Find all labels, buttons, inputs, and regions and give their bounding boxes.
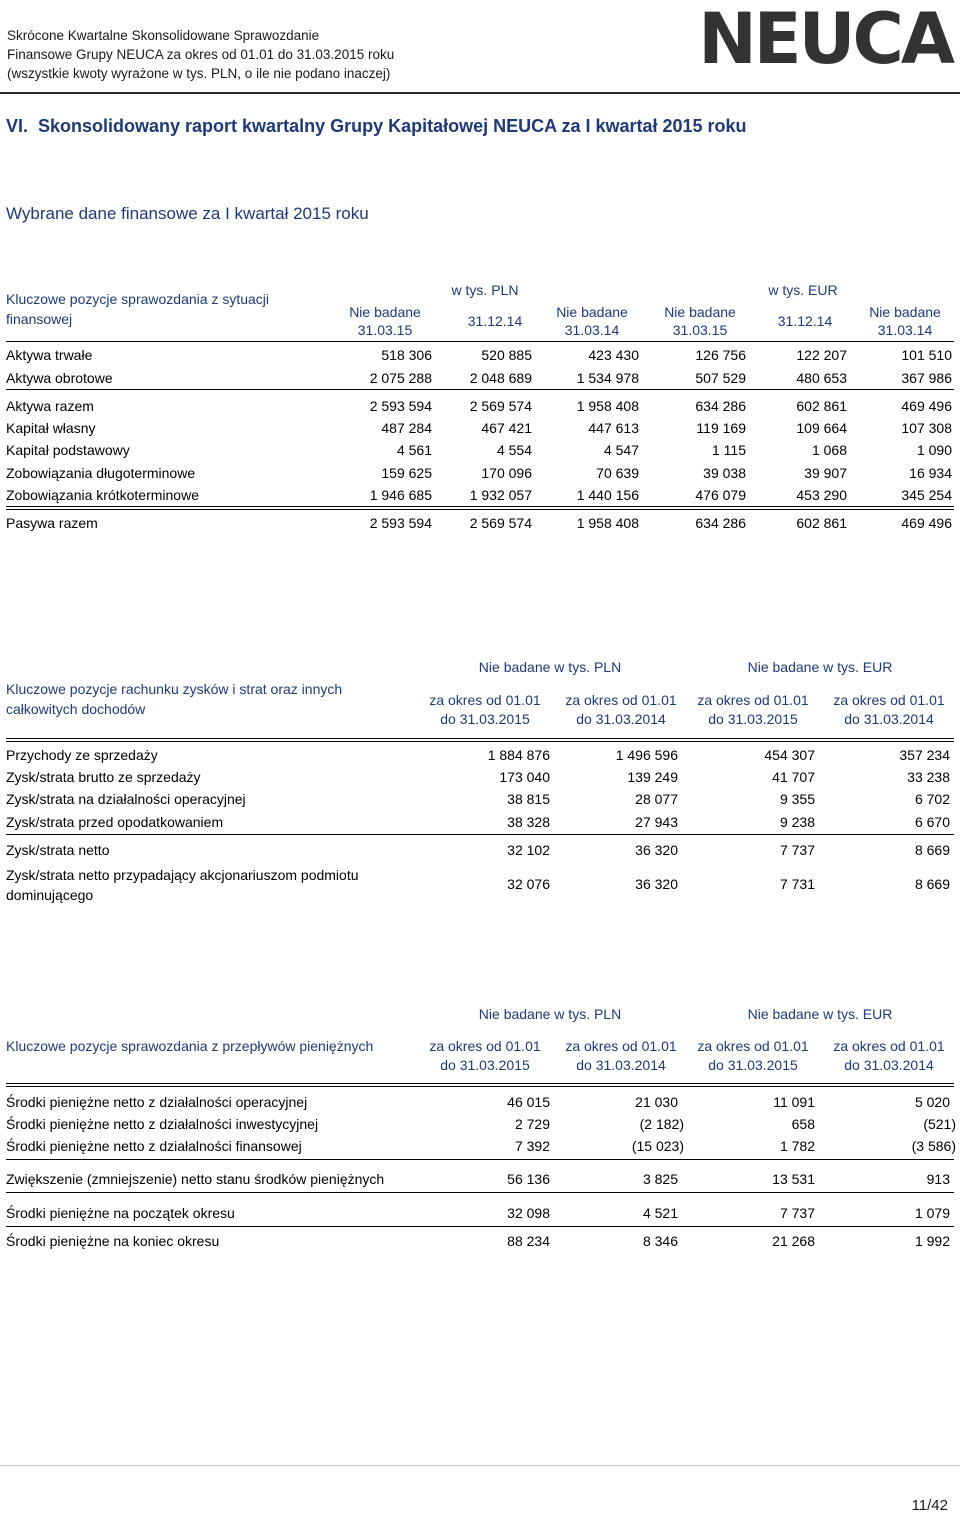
- cashflow-cell: 11 091: [773, 1094, 815, 1110]
- balance-cell: 4 547: [603, 442, 639, 458]
- balance-cell: 1 958 408: [576, 398, 639, 414]
- header-divider: [0, 92, 960, 94]
- cashflow-cell: 8 346: [642, 1233, 678, 1249]
- cashflow-row-label: Środki pieniężne netto z działalności finansowej: [6, 1138, 302, 1154]
- cashflow-col-3-top: za okres od 01.01: [697, 1038, 809, 1054]
- cashflow-cell: 658: [791, 1116, 815, 1132]
- income-col-1-top: za okres od 01.01: [429, 692, 541, 708]
- income-cell: 8 669: [914, 842, 950, 858]
- balance-cell: 453 290: [796, 487, 847, 503]
- cashflow-cell: 1 992: [914, 1233, 950, 1249]
- balance-cell: 367 986: [901, 370, 952, 386]
- balance-group-pln: w tys. PLN: [451, 282, 519, 298]
- balance-cell: 480 653: [796, 370, 847, 386]
- income-row-label: Zysk/strata netto: [6, 842, 110, 858]
- cashflow-cell: 913: [926, 1171, 950, 1187]
- subtitle: Wybrane dane finansowe za I kwartał 2015 roku: [6, 204, 369, 223]
- balance-cell: 122 207: [796, 347, 847, 363]
- income-table-label: Kluczowe pozycje rachunku zysków i strat oraz innych całkowitych dochodów: [6, 681, 343, 717]
- cashflow-cell: 3 825: [642, 1171, 678, 1187]
- balance-subtotal-rule: [6, 389, 954, 390]
- balance-col-6-top: Nie badane: [869, 304, 941, 320]
- cashflow-cell: 46 015: [507, 1094, 550, 1110]
- cashflow-cell: (3 586): [911, 1138, 956, 1154]
- cashflow-cell: 5 020: [914, 1094, 950, 1110]
- income-row-label: Zysk/strata przed opodatkowaniem: [6, 814, 224, 830]
- balance-col-6-bottom: 31.03.14: [877, 322, 933, 338]
- page-number: 11/42: [911, 1497, 948, 1514]
- income-cell: 32 102: [507, 842, 550, 858]
- income-cell: 38 815: [507, 791, 550, 807]
- balance-cell: 634 286: [695, 515, 746, 531]
- balance-group-eur: w tys. EUR: [768, 282, 838, 298]
- income-cell: 454 307: [764, 747, 815, 763]
- balance-cell: 1 440 156: [576, 487, 639, 503]
- income-col-3-top: za okres od 01.01: [697, 692, 809, 708]
- income-cell: 36 320: [635, 842, 678, 858]
- income-header-rule-1: [6, 738, 954, 739]
- cashflow-row-label: Środki pieniężne na koniec okresu: [6, 1233, 220, 1249]
- cashflow-row-label: Zwiększenie (zmniejszenie) netto stanu środków pieniężnych: [6, 1171, 385, 1187]
- balance-cell: 109 664: [796, 420, 847, 436]
- balance-row-label: Zobowiązania długoterminowe: [6, 465, 196, 481]
- income-group-pln: Nie badane w tys. PLN: [478, 659, 622, 675]
- cashflow-header-rule-2: [6, 1086, 954, 1087]
- income-cell: 28 077: [635, 791, 678, 807]
- balance-total-rule-2: [6, 509, 954, 510]
- income-row-label: Zysk/strata na działalności operacyjnej: [6, 791, 246, 807]
- balance-cell: 520 885: [481, 347, 532, 363]
- balance-cell: 107 308: [901, 420, 952, 436]
- cashflow-cell: 4 521: [642, 1205, 678, 1221]
- report-header-line-1: Skrócone Kwartalne Skonsolidowane Sprawozdanie: [7, 28, 320, 43]
- cashflow-group-pln: Nie badane w tys. PLN: [478, 1006, 622, 1022]
- balance-cell: 345 254: [901, 487, 952, 503]
- balance-cell: 1 090: [916, 442, 952, 458]
- balance-col-3-top: Nie badane: [556, 304, 628, 320]
- income-cell: 33 238: [907, 769, 950, 785]
- balance-cell: 170 096: [481, 465, 532, 481]
- cashflow-col-4-top: za okres od 01.01: [833, 1038, 945, 1054]
- cashflow-net-rule: [6, 1192, 954, 1193]
- balance-row-label: Pasywa razem: [6, 515, 98, 531]
- neuca-logo: NEUCA: [698, 0, 952, 80]
- balance-row-label: Kapitał własny: [6, 420, 96, 436]
- cashflow-cell: (15 023): [631, 1138, 684, 1154]
- balance-cell: 1 115: [712, 442, 746, 458]
- balance-cell: 507 529: [695, 370, 746, 386]
- income-cell: 6 670: [914, 814, 950, 830]
- cashflow-cell: 56 136: [507, 1171, 550, 1187]
- balance-col-3-bottom: 31.03.14: [564, 322, 620, 338]
- income-cell: 6 702: [914, 791, 950, 807]
- balance-cell: 101 510: [901, 347, 952, 363]
- income-col-4-top: za okres od 01.01: [833, 692, 945, 708]
- section-title: [6, 116, 747, 137]
- cashflow-col-4-bottom: do 31.03.2014: [844, 1057, 934, 1073]
- balance-cell: 1 946 685: [369, 487, 432, 503]
- balance-row-label: Aktywa razem: [6, 398, 94, 414]
- income-subtotal-rule: [6, 834, 954, 835]
- cashflow-cell: 1 782: [779, 1138, 815, 1154]
- balance-cell: 467 421: [481, 420, 532, 436]
- balance-cell: 423 430: [588, 347, 639, 363]
- income-row-label: Przychody ze sprzedaży: [6, 747, 158, 763]
- cashflow-group-eur: Nie badane w tys. EUR: [747, 1006, 893, 1022]
- balance-header-rule: [6, 341, 954, 342]
- balance-cell: 602 861: [796, 398, 847, 414]
- balance-total-rule-1: [6, 506, 954, 507]
- income-cell: 1 496 596: [615, 747, 678, 763]
- cashflow-cell: 88 234: [507, 1233, 550, 1249]
- income-header-rule-2: [6, 741, 954, 742]
- balance-row-label: Aktywa obrotowe: [6, 370, 113, 386]
- balance-row-label: Zobowiązania krótkoterminowe: [6, 487, 199, 503]
- balance-cell: 469 496: [901, 515, 952, 531]
- cashflow-opening-rule: [6, 1226, 954, 1227]
- balance-cell: 469 496: [901, 398, 952, 414]
- cashflow-cell: 2 729: [514, 1116, 550, 1132]
- income-cell: 7 731: [779, 876, 815, 892]
- balance-cell: 447 613: [588, 420, 639, 436]
- income-cell: 1 884 876: [487, 747, 550, 763]
- balance-cell: 1 932 057: [469, 487, 532, 503]
- balance-col-4-bottom: 31.03.15: [672, 322, 728, 338]
- balance-cell: 487 284: [381, 420, 432, 436]
- income-cell: 7 737: [779, 842, 815, 858]
- income-cell: 8 669: [914, 876, 950, 892]
- balance-cell: 2 593 594: [369, 515, 432, 531]
- footer-divider: [0, 1465, 960, 1466]
- balance-col-1-top: Nie badane: [349, 304, 421, 320]
- income-cell: 38 328: [507, 814, 550, 830]
- balance-cell: 1 958 408: [576, 515, 639, 531]
- cashflow-row-label: Środki pieniężne netto z działalności operacyjnej: [6, 1094, 308, 1110]
- cashflow-cell: 7 737: [779, 1205, 815, 1221]
- balance-cell: 1 068: [811, 442, 847, 458]
- balance-cell: 634 286: [695, 398, 746, 414]
- balance-col-1-bottom: 31.03.15: [357, 322, 413, 338]
- cashflow-cell: 7 392: [514, 1138, 550, 1154]
- cashflow-cell: 1 079: [914, 1205, 950, 1221]
- income-cell: 32 076: [507, 876, 550, 892]
- income-cell: 36 320: [635, 876, 678, 892]
- balance-row-label: Kapitał podstawowy: [6, 442, 130, 458]
- balance-cell: 2 075 288: [369, 370, 432, 386]
- cashflow-col-1-top: za okres od 01.01: [429, 1038, 541, 1054]
- income-col-1-bottom: do 31.03.2015: [440, 711, 530, 727]
- balance-cell: 1 534 978: [576, 370, 639, 386]
- cashflow-cell: 21 268: [772, 1233, 815, 1249]
- balance-cell: 2 569 574: [469, 515, 532, 531]
- income-group-eur: Nie badane w tys. EUR: [747, 659, 893, 675]
- section-number: VI.: [6, 116, 29, 136]
- balance-cell: 476 079: [695, 487, 746, 503]
- income-row-label: Zysk/strata netto przypadający akcjonariuszom podmiotu dominującego: [6, 867, 359, 903]
- balance-cell: 4 561: [396, 442, 432, 458]
- income-col-4-bottom: do 31.03.2014: [844, 711, 934, 727]
- income-col-2-top: za okres od 01.01: [565, 692, 677, 708]
- balance-col-5-bottom: 31.12.14: [777, 313, 833, 329]
- balance-cell: 518 306: [381, 347, 432, 363]
- income-cell: 139 249: [627, 769, 678, 785]
- cashflow-subtotal-rule: [6, 1159, 954, 1160]
- balance-cell: 2 569 574: [469, 398, 532, 414]
- cashflow-header-rule-1: [6, 1083, 954, 1084]
- cashflow-col-1-bottom: do 31.03.2015: [440, 1057, 530, 1073]
- balance-cell: 39 907: [804, 465, 847, 481]
- cashflow-cell: (521): [923, 1116, 956, 1132]
- income-cell: 27 943: [635, 814, 678, 830]
- income-cell: 9 355: [779, 791, 815, 807]
- balance-row-label: Aktywa trwałe: [6, 347, 93, 363]
- balance-cell: 39 038: [703, 465, 746, 481]
- cashflow-cell: (2 182): [639, 1116, 684, 1132]
- cashflow-cell: 21 030: [635, 1094, 678, 1110]
- balance-cell: 4 554: [496, 442, 532, 458]
- balance-cell: 159 625: [381, 465, 432, 481]
- balance-cell: 119 169: [696, 420, 746, 436]
- cashflow-cell: 13 531: [772, 1171, 815, 1187]
- cashflow-row-label: Środki pieniężne na początek okresu: [6, 1205, 235, 1221]
- balance-cell: 126 756: [695, 347, 746, 363]
- cashflow-col-2-bottom: do 31.03.2014: [576, 1057, 666, 1073]
- income-cell: 357 234: [899, 747, 950, 763]
- balance-cell: 70 639: [596, 465, 639, 481]
- section-title-text: Skonsolidowany raport kwartalny Grupy Kapitałowej NEUCA za I kwartał 2015 roku: [38, 116, 747, 136]
- balance-table-label: Kluczowe pozycje sprawozdania z sytuacji finansowej: [6, 291, 270, 327]
- income-cell: 9 238: [779, 814, 815, 830]
- cashflow-col-2-top: za okres od 01.01: [565, 1038, 677, 1054]
- balance-cell: 602 861: [796, 515, 847, 531]
- cashflow-col-3-bottom: do 31.03.2015: [708, 1057, 798, 1073]
- balance-cell: 2 048 689: [469, 370, 532, 386]
- cashflow-row-label: Środki pieniężne netto z działalności inwestycyjnej: [6, 1116, 319, 1132]
- report-header-line-3: (wszystkie kwoty wyrażone w tys. PLN, o ile nie podano inaczej): [7, 66, 391, 81]
- income-row-label: Zysk/strata brutto ze sprzedaży: [6, 769, 201, 785]
- income-col-3-bottom: do 31.03.2015: [708, 711, 798, 727]
- income-cell: 41 707: [772, 769, 815, 785]
- cashflow-table-label: Kluczowe pozycje sprawozdania z przepływów pieniężnych: [6, 1038, 374, 1054]
- income-cell: 173 040: [499, 769, 550, 785]
- cashflow-cell: 32 098: [507, 1205, 550, 1221]
- income-col-2-bottom: do 31.03.2014: [576, 711, 666, 727]
- report-header-line-2: Finansowe Grupy NEUCA za okres od 01.01 do 31.03.2015 roku: [7, 47, 395, 62]
- balance-cell: 16 934: [909, 465, 952, 481]
- balance-cell: 2 593 594: [369, 398, 432, 414]
- balance-col-4-top: Nie badane: [664, 304, 736, 320]
- balance-col-2-bottom: 31.12.14: [467, 313, 523, 329]
